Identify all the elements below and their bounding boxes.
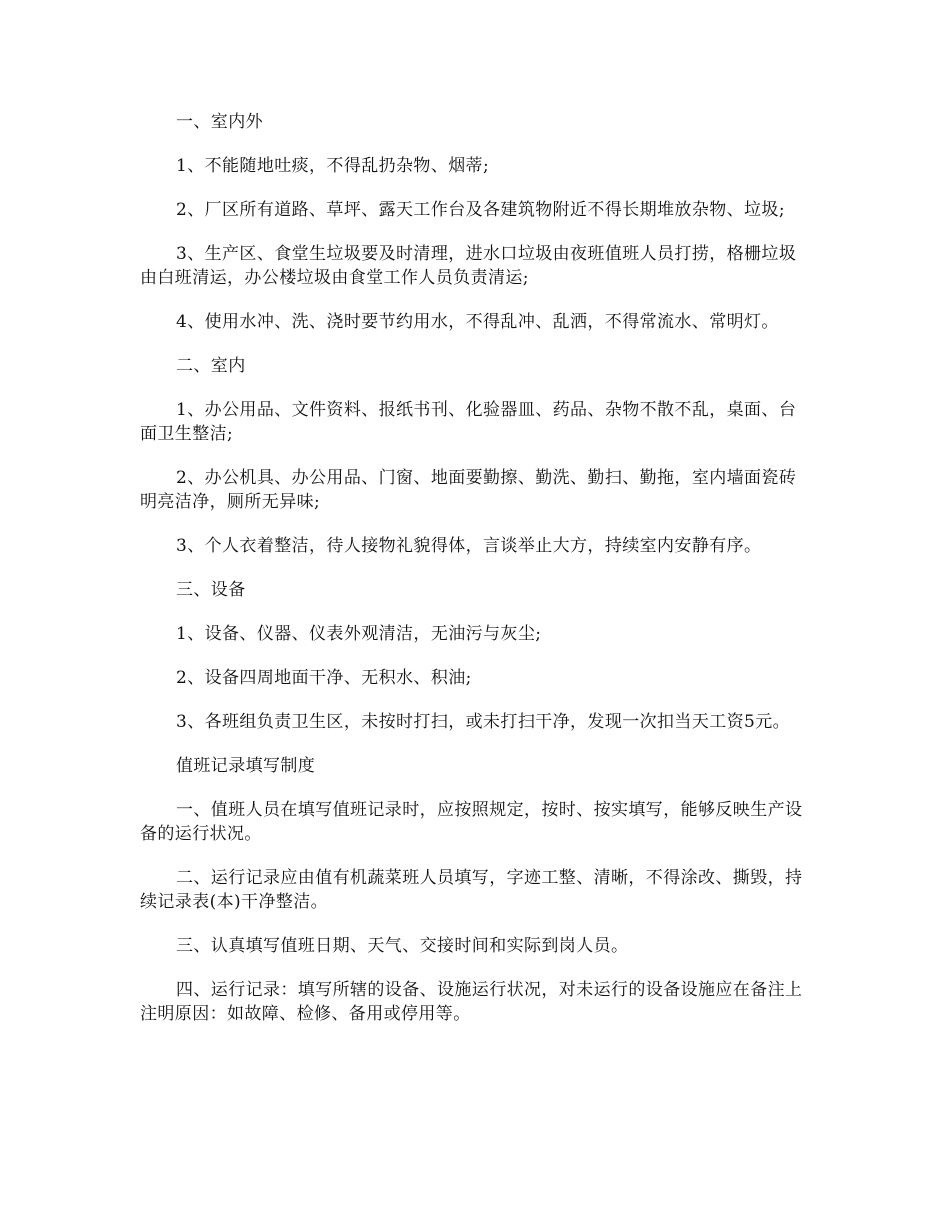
paragraph: 三、认真填写值班日期、天气、交接时间和实际到岗人员。: [176, 936, 629, 956]
paragraph: 1、设备、仪器、仪表外观清洁，无油污与灰尘;: [176, 624, 542, 644]
paragraph: 3、个人衣着整洁，待人接物礼貌得体，言谈举止大方，持续室内安静有序。: [176, 536, 762, 556]
paragraph: 四、运行记录：填写所辖的设备、设施运行状况，对未运行的设备设施应在备注上注明原因：如故障、检修、备用或停用等。: [140, 980, 803, 1024]
paragraph: 3、生产区、食堂生垃圾要及时清理，进水口垃圾由夜班值班人员打捞，格栅垃圾由白班清运，办公楼垃圾由食堂工作人员负责清运;: [140, 244, 797, 288]
paragraph: 2、设备四周地面干净、无积水、积油;: [176, 668, 472, 688]
paragraph: 一、值班人员在填写值班记录时，应按照规定，按时、按实填写，能够反映生产设备的运行状况。: [140, 800, 803, 844]
section-heading-indoor: 二、室内: [176, 356, 246, 376]
paragraph: 4、使用水冲、洗、浇时要节约用水，不得乱冲、乱洒，不得常流水、常明灯。: [176, 312, 779, 332]
paragraph: 二、运行记录应由值有机蔬菜班人员填写，字迹工整、清晰，不得涂改、撕毁，持续记录表(本)干净整洁。: [140, 868, 803, 912]
document-body: [140, 110, 810, 1046]
paragraph: 3、各班组负责卫生区，未按时打扫，或未打扫干净，发现一次扣当天工资5元。: [176, 712, 791, 732]
section-heading-equipment: 三、设备: [176, 580, 246, 600]
section-heading-outdoor: 一、室内外: [176, 112, 263, 132]
paragraph: 1、不能随地吐痰，不得乱扔杂物、烟蒂;: [176, 156, 490, 176]
paragraph: 1、办公用品、文件资料、报纸书刊、化验器皿、药品、杂物不散不乱，桌面、台面卫生整洁;: [140, 400, 797, 444]
paragraph: 2、办公机具、办公用品、门窗、地面要勤擦、勤洗、勤扫、勤拖，室内墙面瓷砖明亮洁净，厕所无异味;: [140, 468, 797, 512]
section-heading-duty-record: 值班记录填写制度: [176, 756, 316, 776]
paragraph: 2、厂区所有道路、草坪、露天工作台及各建筑物附近不得长期堆放杂物、垃圾;: [176, 200, 785, 220]
